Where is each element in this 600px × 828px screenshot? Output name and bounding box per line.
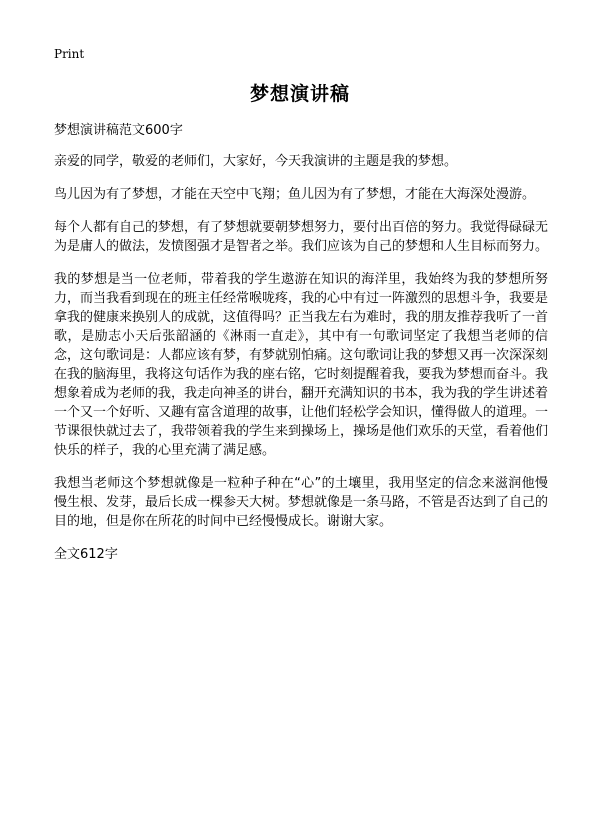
paragraph-teacher-dream: 我的梦想是当一位老师，带着我的学生遨游在知识的海洋里，我始终为我的梦想所努力，而当我看到现在的班主任经常喉咙疼，我的心中有过一阵激烈的思想斗争，我要是拿我的健康来换别人的成就，这值得吗？正当我左右为难时，我的朋友推荐我听了一首歌，是励志小天后张韶涵的《淋雨一直走》，其中有一句歌词坚定了我想当老师的信念，这句歌词是：人都应该有梦，有梦就别怕痛。这句歌词让我的梦想又再一次深深刻在我的脑海里，我将这句话作为我的座右铭，它时刻提醒着我，要我为梦想而奋斗。我想象着成为老师的我，我走向神圣的讲台，翻开充满知识的书本，我为我的学生讲述着一个又一个好听、又趣有富含道理的故事，让他们轻松学会知识，懂得做人的道理。一节课很快就过去了，我带领着我的学生来到操场上，操场是他们欢乐的天堂，看着他们快乐的样子，我的心里充满了满足感。	[54, 272, 549, 458]
paragraph-everyone-has-dream: 每个人都有自己的梦想，有了梦想就要朝梦想努力，要付出百倍的努力。我觉得碌碌无为是庸人的做法，发愤图强才是智者之举。我们应该为自己的梦想和人生目标而努力。	[54, 220, 549, 254]
print-link[interactable]: Print	[54, 47, 85, 61]
article-body	[54, 121, 548, 578]
paragraph-conclusion: 我想当老师这个梦想就像是一粒种子种在“心”的土壤里，我用坚定的信念来滋润他慢慢生根、发芽，最后长成一棵参天大树。梦想就像是一条马路，不管是否达到了自己的目的地，但是你在所花的时间中已经慢慢成长。谢谢大家。	[54, 476, 549, 529]
page-title: 梦想演讲稿	[249, 83, 350, 105]
article-subtitle: 梦想演讲稿范文600字	[54, 123, 183, 138]
paragraph-greeting: 亲爱的同学，敬爱的老师们，大家好，今天我演讲的主题是我的梦想。	[54, 154, 458, 169]
paragraph-birds-fish: 鸟儿因为有了梦想，才能在天空中飞翔；鱼儿因为有了梦想，才能在大海深处漫游。	[54, 187, 536, 202]
word-count: 全文612字	[54, 547, 118, 562]
